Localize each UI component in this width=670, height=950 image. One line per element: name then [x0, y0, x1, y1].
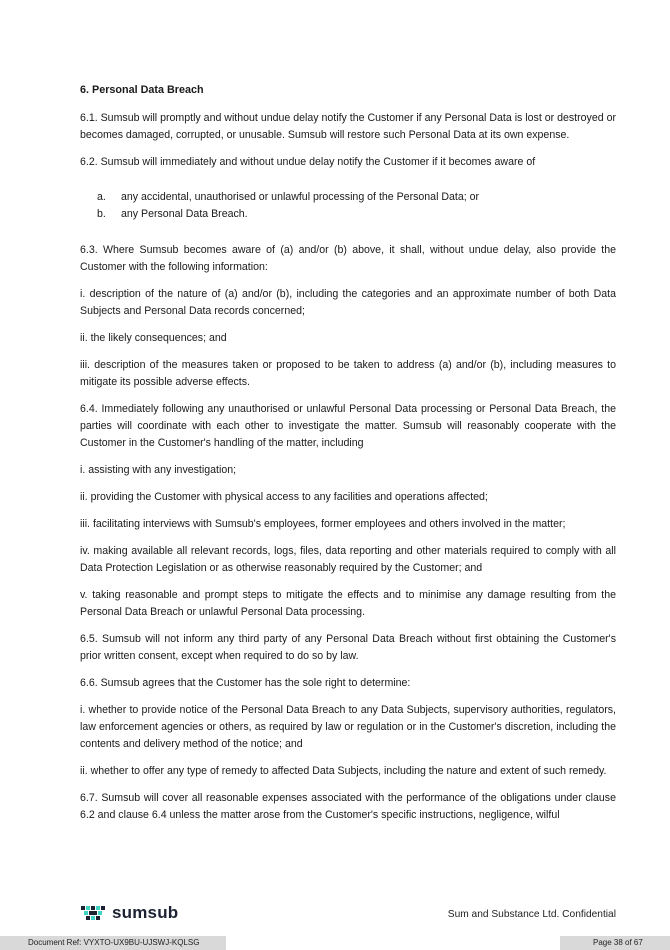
clause-6-5: 6.5. Sumsub will not inform any third party of any Personal Data Breach without first obtaining the Customer's prior written consent, except when required to do so by law. [80, 633, 616, 662]
clause-6-4: 6.4. Immediately following any unauthorised or unlawful Personal Data processing or Personal Data Breach, the parties will coordinate with each other to investigate the matter. Sumsub will reasonably cooperate with the Customer in the Customer's handling of the matter, including [80, 403, 616, 449]
list-item-text: any Personal Data Breach. [121, 208, 248, 220]
section-heading: 6. Personal Data Breach [80, 84, 204, 96]
list-item-text: any accidental, unauthorised or unlawful processing of the Personal Data; or [121, 191, 480, 203]
page-number: Page 38 of 67 [560, 936, 670, 950]
logo-wordmark: sumsub [112, 903, 179, 922]
clause-6-6-ii: ii. whether to offer any type of remedy to affected Data Subjects, including the nature and extent of such remedy. [80, 765, 607, 777]
clause-6-1: 6.1. Sumsub will promptly and without undue delay notify the Customer if any Personal Data is lost or destroyed or becomes damaged, corrupted, or unusable. Sumsub will restore such Personal Data at its own expense. [80, 112, 616, 141]
clause-6-6-i: i. whether to provide notice of the Personal Data Breach to any Data Subjects, supervisory authorities, regulators, law enforcement agencies or others, as required by law or regulation or in the Customer's discretion, including the contents and delivery method of the notice; and [80, 704, 616, 750]
clause-6-7: 6.7. Sumsub will cover all reasonable expenses associated with the performance of the obligations under clause 6.2 and clause 6.4 unless the matter arose from the Customer's specific instructions, negligence, wilful [80, 792, 616, 821]
clause-6-3-ii: ii. the likely consequences; and [80, 332, 227, 344]
clause-6-4-ii: ii. providing the Customer with physical access to any facilities and operations affected; [80, 491, 488, 503]
list-marker: b. [97, 208, 106, 220]
clause-6-2: 6.2. Sumsub will immediately and without undue delay notify the Customer if it becomes aware of [80, 156, 536, 168]
list-item [80, 189, 616, 206]
clause-6-2-list [80, 189, 616, 223]
footer-logo [80, 903, 178, 923]
confidential-notice: Sum and Substance Ltd. Confidential [447, 909, 616, 920]
clause-6-6: 6.6. Sumsub agrees that the Customer has the sole right to determine: [80, 677, 411, 689]
document-body [80, 82, 616, 834]
sumsub-logo-icon [80, 903, 106, 923]
clause-6-4-iv: iv. making available all relevant records, logs, files, data reporting and other materials required to comply with all Data Protection Legislation or as otherwise reasonably required by the Customer; and [80, 545, 616, 574]
clause-6-3-iii: iii. description of the measures taken or proposed to be taken to address (a) and/or (b), including measures to mitigate its possible adverse effects. [80, 359, 616, 388]
clause-6-4-iii: iii. facilitating interviews with Sumsub's employees, former employees and others involved in the matter; [80, 518, 566, 530]
clause-6-3-i: i. description of the nature of (a) and/or (b), including the categories and an approximate number of both Data Subjects and Personal Data records concerned; [80, 288, 616, 317]
clause-6-4-i: i. assisting with any investigation; [80, 464, 237, 476]
document-reference: Document Ref: VYXTO-UX9BU-UJSWJ-KQLSG [0, 936, 226, 950]
list-item [80, 206, 616, 223]
clause-6-3: 6.3. Where Sumsub becomes aware of (a) and/or (b) above, it shall, without undue delay, also provide the Customer with the following information: [80, 244, 616, 273]
clause-6-4-v: v. taking reasonable and prompt steps to mitigate the effects and to minimise any damage resulting from the Personal Data Breach or unlawful Personal Data processing. [80, 589, 616, 618]
list-marker: a. [97, 191, 106, 203]
footer-bar [0, 936, 670, 950]
